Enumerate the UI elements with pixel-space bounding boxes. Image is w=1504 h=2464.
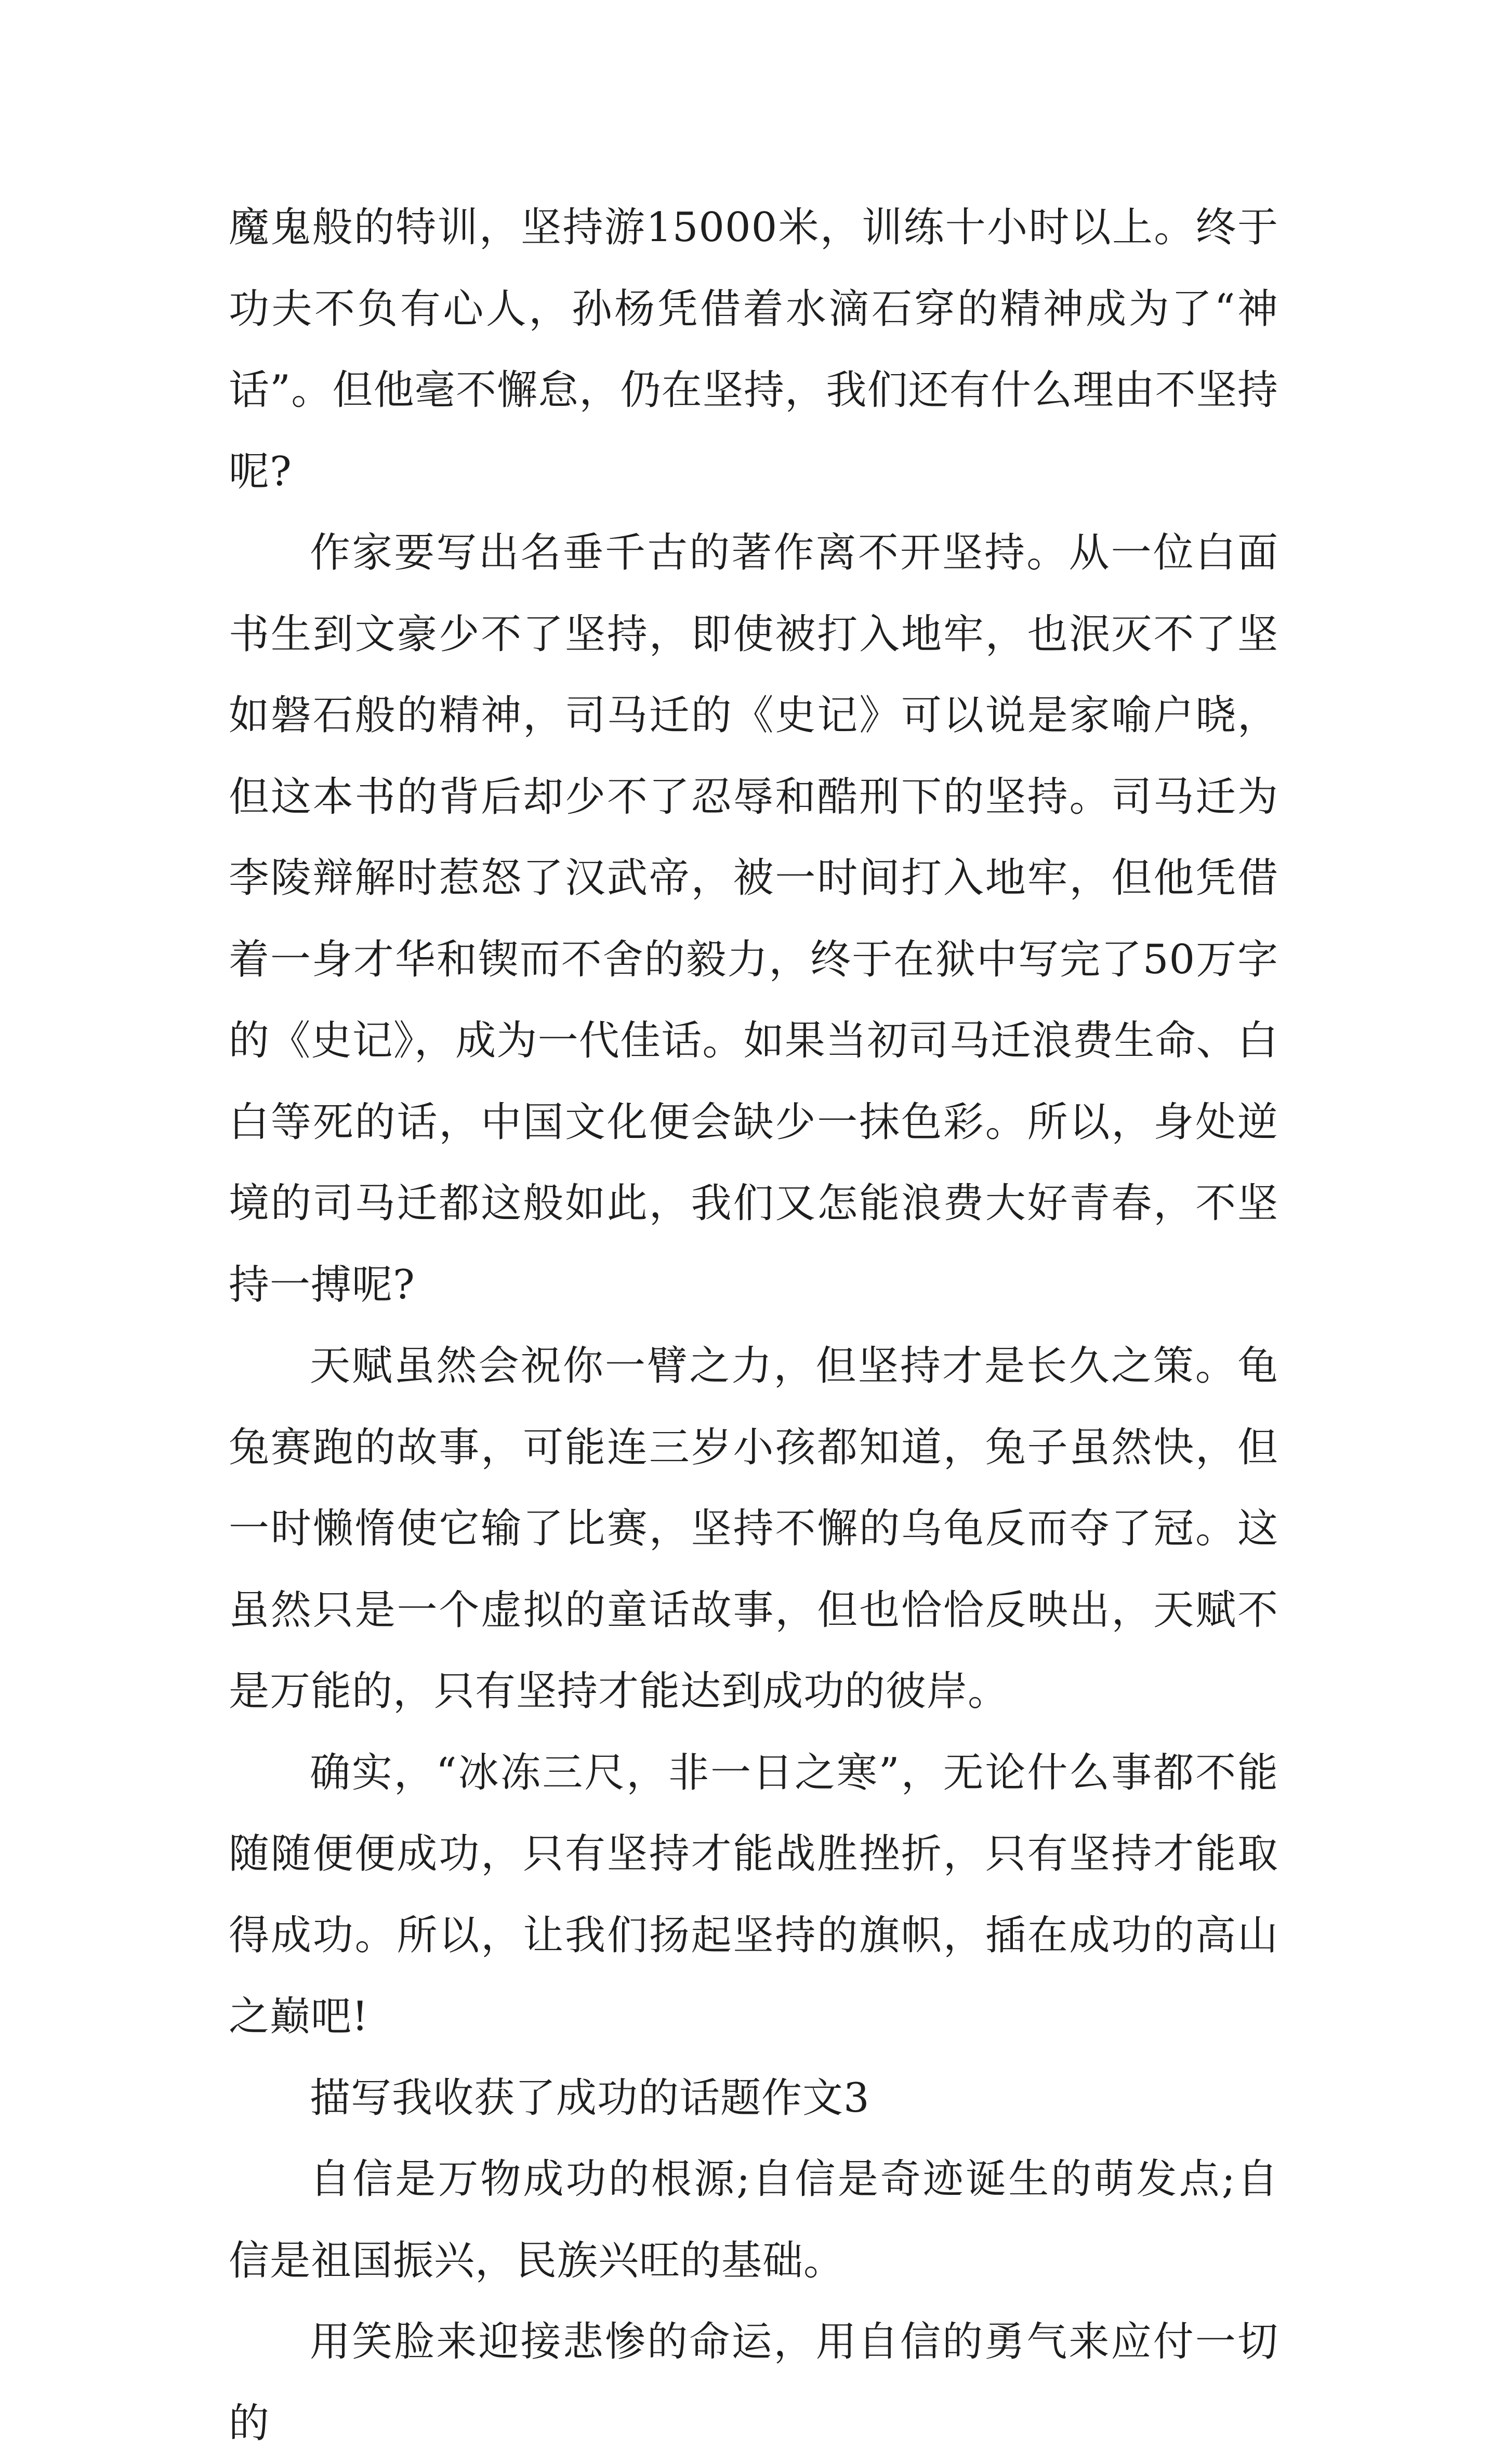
essay-heading: 描写我收获了成功的话题作文3 bbox=[310, 2074, 870, 2122]
paragraph-sima-qian: 作家要写出名垂千古的著作离不开坚持。从一位白面书生到文豪少不了坚持，即使被打入地牢，也泯灭不了坚如磐石般的精神，司马迁的《史记》可以说是家喻户晓，但这本书的背后却少不了忍辱和酷刑下的坚持。司马迁为李陵辩解时惹怒了汉武帝，被一时间打入地牢，但他凭借着一身才华和锲而不舍的毅力，终于在狱中写完了50万字的《史记》，成为一代佳话。如果当初司马迁浪费生命、白白等死的话，中国文化便会缺少一抹色彩。所以，身处逆境的司马迁都这般如此，我们又怎能浪费大好青春，不坚持一搏呢? bbox=[229, 529, 1278, 1308]
paragraph-tortoise-hare: 天赋虽然会祝你一臂之力，但坚持才是长久之策。龟兔赛跑的故事，可能连三岁小孩都知道，兔子虽然快，但一时懒惰使它输了比赛，坚持不懈的乌龟反而夺了冠。这虽然只是一个虚拟的童话故事，但也恰恰反映出，天赋不是万能的，只有坚持才能达到成功的彼岸。 bbox=[229, 1343, 1278, 1715]
paragraph-smile: 用笑脸来迎接悲惨的命运，用自信的勇气来应付一切的 bbox=[229, 2319, 1278, 2447]
paragraph-continuation: 魔鬼般的特训，坚持游15000米，训练十小时以上。终于功夫不负有心人，孙杨凭借着水滴石穿的精神成为了“神话”。但他毫不懈怠，仍在坚持，我们还有什么理由不坚持呢? bbox=[229, 204, 1278, 495]
paragraph-conclusion: 确实，“冰冻三尺，非一日之寒”，无论什么事都不能随随便便成功，只有坚持才能战胜挫折，只有坚持才能取得成功。所以，让我们扬起坚持的旗帜，插在成功的高山之巅吧! bbox=[229, 1749, 1278, 2040]
paragraph-confidence: 自信是万物成功的根源;自信是奇迹诞生的萌发点;自信是祖国振兴，民族兴旺的基础。 bbox=[229, 2156, 1278, 2284]
document-body bbox=[229, 187, 1278, 2464]
